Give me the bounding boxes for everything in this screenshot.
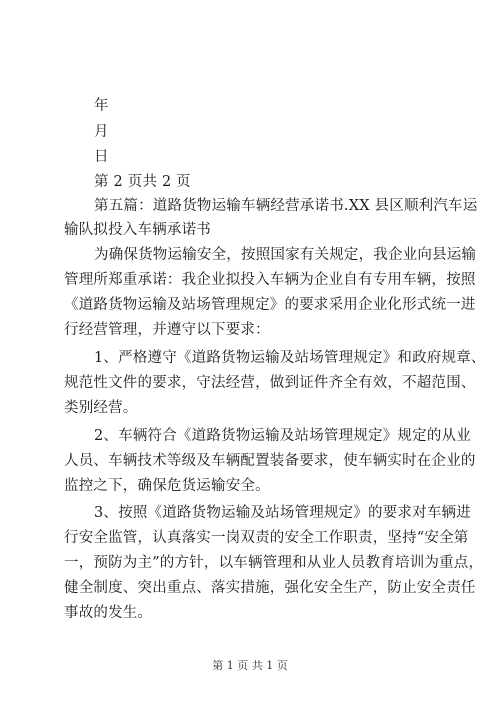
paragraph-line: 事故的发生。 bbox=[64, 605, 153, 621]
paragraph-line: 1、严格遵守《道路货物运输及站场管理规定》和政府规章、 bbox=[94, 350, 486, 366]
paragraph-line: 2、车辆符合《道路货物运输及站场管理规定》规定的从业 bbox=[94, 428, 471, 444]
paragraph-line: 人员、车辆技术等级及车辆配置装备要求，使车辆实时在企业的 bbox=[64, 453, 476, 469]
date-day: 日 bbox=[94, 149, 109, 165]
date-month: 月 bbox=[94, 124, 109, 140]
paragraph-line: 行安全监管，认真落实一岗双责的安全工作职责，坚持“安全第 bbox=[64, 530, 469, 546]
paragraph-line: 一，预防为主”的方针，以车辆管理和从业人员教育培训为重点， bbox=[64, 555, 484, 571]
date-year: 年 bbox=[94, 98, 109, 114]
section-title-line-2: 输队拟投入车辆承诺书 bbox=[64, 222, 211, 238]
paragraph-line: 类别经营。 bbox=[64, 400, 138, 416]
paragraph-line: 健全制度、突出重点、落实措施，强化安全生产，防止安全责任 bbox=[64, 580, 476, 596]
paragraph-line: 管理所郑重承诺：我企业拟投入车辆为企业自有专用车辆，按照 bbox=[64, 272, 476, 288]
paragraph-line: 行经营管理，并遵守以下要求： bbox=[64, 322, 270, 338]
paragraph-line: 3、按照《道路货物运输及站场管理规定》的要求对车辆进 bbox=[94, 505, 471, 521]
section-title-line-1: 第五篇：道路货物运输车辆经营承诺书.XX 县区顺利汽车运 bbox=[94, 198, 478, 214]
page-marker: 第 2 页共 2 页 bbox=[94, 174, 191, 190]
paragraph-line: 《道路货物运输及站场管理规定》的要求采用企业化形式统一进 bbox=[64, 297, 476, 313]
paragraph-line: 监控之下，确保危货运输安全。 bbox=[64, 478, 270, 494]
paragraph-line: 为确保货物运输安全，按照国家有关规定，我企业向县运输 bbox=[94, 247, 477, 263]
page-footer: 第 1 页 共 1 页 bbox=[212, 659, 288, 672]
paragraph-line: 规范性文件的要求，守法经营，做到证件齐全有效，不超范围、 bbox=[64, 375, 476, 391]
